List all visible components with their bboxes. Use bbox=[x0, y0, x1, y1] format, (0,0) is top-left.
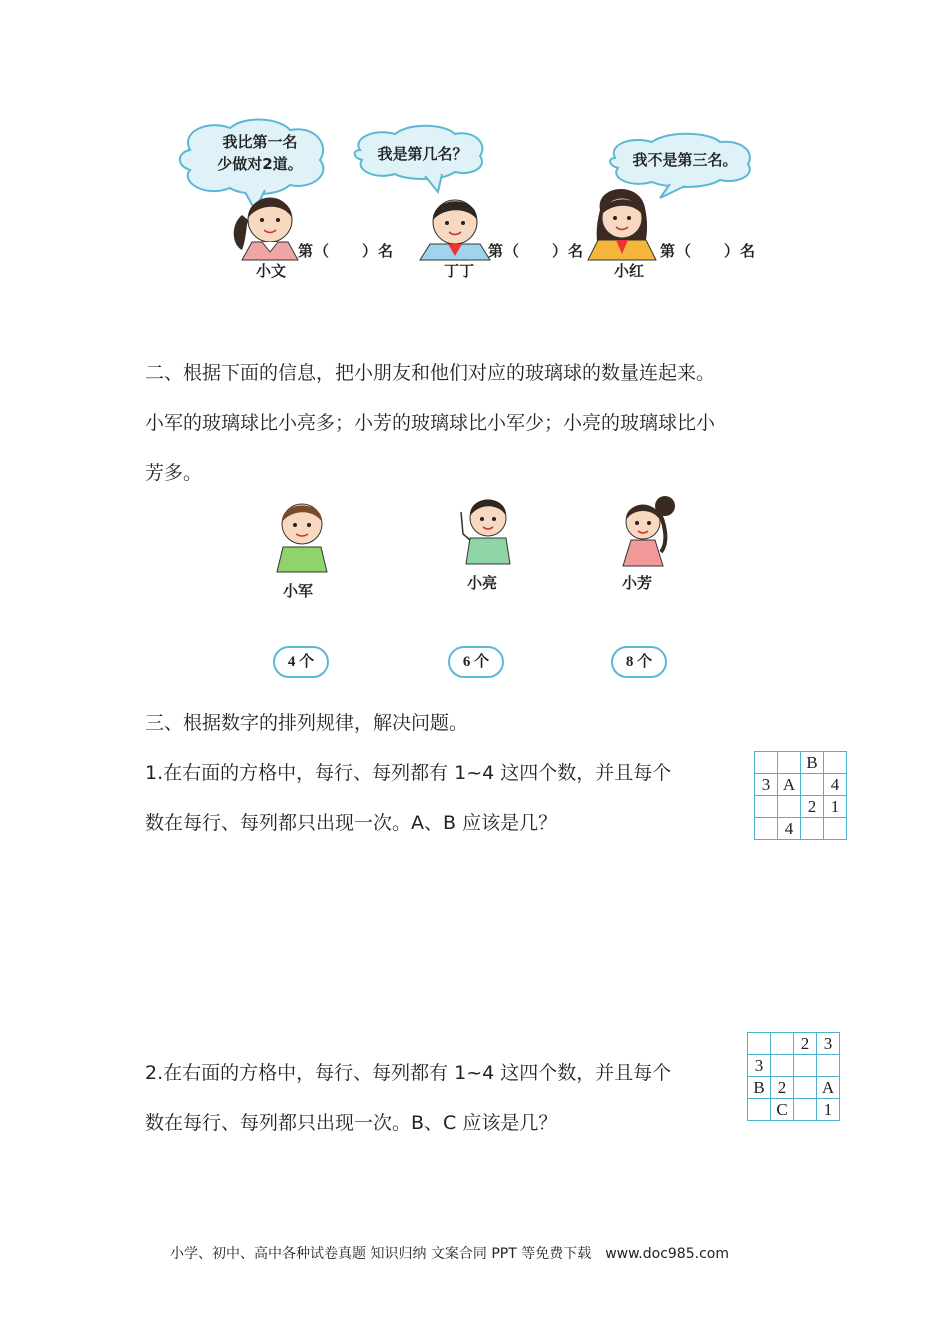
question-2-line-2: 数在每行、每列都只出现一次。B、C 应该是几？ bbox=[145, 1112, 558, 1134]
rank-blank-xiaowen: 第（ ）名 bbox=[298, 242, 395, 260]
kid-xiaoliang-figure bbox=[461, 500, 510, 565]
girl-xiaowen-figure bbox=[234, 198, 298, 260]
question-2-line-1: 2.在右面的方格中，每行、每列都有 1~4 这四个数，并且每个 bbox=[145, 1062, 672, 1084]
name-dingding: 丁丁 bbox=[444, 262, 475, 280]
grid2-row bbox=[748, 1033, 840, 1055]
grid1-cell: 2 bbox=[801, 796, 824, 818]
sudoku-grid-1 bbox=[754, 751, 847, 840]
grid2-row bbox=[748, 1055, 840, 1077]
rank-blank-xiaohong: 第（ ）名 bbox=[660, 242, 757, 260]
grid1-cell bbox=[755, 752, 778, 774]
count-oval-4[interactable]: 4 个 bbox=[273, 646, 329, 678]
kid-name-xiaofang: 小芳 bbox=[622, 574, 653, 592]
grid2-cell bbox=[748, 1033, 771, 1055]
bubble-1-line-2: 少做对2道。 bbox=[217, 155, 303, 173]
grid1-row bbox=[755, 774, 847, 796]
kid-name-xiaoliang: 小亮 bbox=[467, 574, 498, 592]
grid1-cell: 4 bbox=[778, 818, 801, 840]
section2-line-2: 芳多。 bbox=[145, 462, 203, 484]
section2-line-1: 小军的玻璃球比小亮多；小芳的玻璃球比小军少；小亮的玻璃球比小 bbox=[145, 412, 716, 434]
grid1-cell: B bbox=[801, 752, 824, 774]
grid1-row bbox=[755, 752, 847, 774]
question-1-line-1: 1.在右面的方格中，每行、每列都有 1~4 这四个数，并且每个 bbox=[145, 762, 672, 784]
grid1-cell bbox=[824, 752, 847, 774]
grid2-cell bbox=[794, 1055, 817, 1077]
sudoku-grid-2 bbox=[747, 1032, 840, 1121]
grid1-row bbox=[755, 818, 847, 840]
grid2-cell bbox=[771, 1055, 794, 1077]
grid1-cell bbox=[755, 818, 778, 840]
section3-heading: 三、根据数字的排列规律，解决问题。 bbox=[145, 712, 469, 734]
grid2-cell bbox=[771, 1033, 794, 1055]
boy-dingding-figure bbox=[420, 200, 490, 260]
grid2-cell bbox=[794, 1077, 817, 1099]
rank-illustration bbox=[170, 110, 780, 290]
grid1-cell: 4 bbox=[824, 774, 847, 796]
grid2-cell bbox=[794, 1099, 817, 1121]
grid1-cell bbox=[778, 752, 801, 774]
grid1-cell bbox=[755, 796, 778, 818]
grid2-cell: A bbox=[817, 1077, 840, 1099]
kid-xiaofang-figure bbox=[623, 496, 675, 566]
count-oval-6[interactable]: 6 个 bbox=[448, 646, 504, 678]
grid1-row bbox=[755, 796, 847, 818]
footer-download-note[interactable]: 小学、初中、高中各种试卷真题 知识归纳 文案合同 PPT 等免费下载 www.doc985.com bbox=[170, 1246, 729, 1262]
bubble-3-text: 我不是第三名。 bbox=[632, 151, 738, 169]
grid1-cell bbox=[801, 818, 824, 840]
grid1-cell: 3 bbox=[755, 774, 778, 796]
kid-xiaojun-figure bbox=[277, 504, 327, 572]
grid2-row bbox=[748, 1077, 840, 1099]
grid2-cell: 3 bbox=[748, 1055, 771, 1077]
grid2-cell: C bbox=[771, 1099, 794, 1121]
grid2-cell: 3 bbox=[817, 1033, 840, 1055]
question-1-line-2: 数在每行、每列都只出现一次。A、B 应该是几？ bbox=[145, 812, 558, 834]
grid2-cell bbox=[748, 1099, 771, 1121]
grid2-cell: 1 bbox=[817, 1099, 840, 1121]
grid2-cell: B bbox=[748, 1077, 771, 1099]
grid2-cell: 2 bbox=[794, 1033, 817, 1055]
count-oval-8[interactable]: 8 个 bbox=[611, 646, 667, 678]
kids-illustration bbox=[265, 492, 685, 582]
grid2-row bbox=[748, 1099, 840, 1121]
bubble-2-text: 我是第几名？ bbox=[377, 145, 468, 163]
grid2-cell bbox=[817, 1055, 840, 1077]
name-xiaowen: 小文 bbox=[256, 262, 287, 280]
grid1-cell: 1 bbox=[824, 796, 847, 818]
kid-name-xiaojun: 小军 bbox=[283, 582, 314, 600]
rank-blank-dingding: 第（ ）名 bbox=[488, 242, 585, 260]
bubble-1-line-1: 我比第一名 bbox=[222, 133, 298, 151]
grid1-cell bbox=[824, 818, 847, 840]
grid1-cell bbox=[801, 774, 824, 796]
grid1-cell: A bbox=[778, 774, 801, 796]
name-xiaohong: 小红 bbox=[614, 262, 645, 280]
grid2-cell: 2 bbox=[771, 1077, 794, 1099]
section2-heading: 二、根据下面的信息，把小朋友和他们对应的玻璃球的数量连起来。 bbox=[145, 362, 716, 384]
grid1-cell bbox=[778, 796, 801, 818]
girl-xiaohong-figure bbox=[588, 189, 656, 260]
